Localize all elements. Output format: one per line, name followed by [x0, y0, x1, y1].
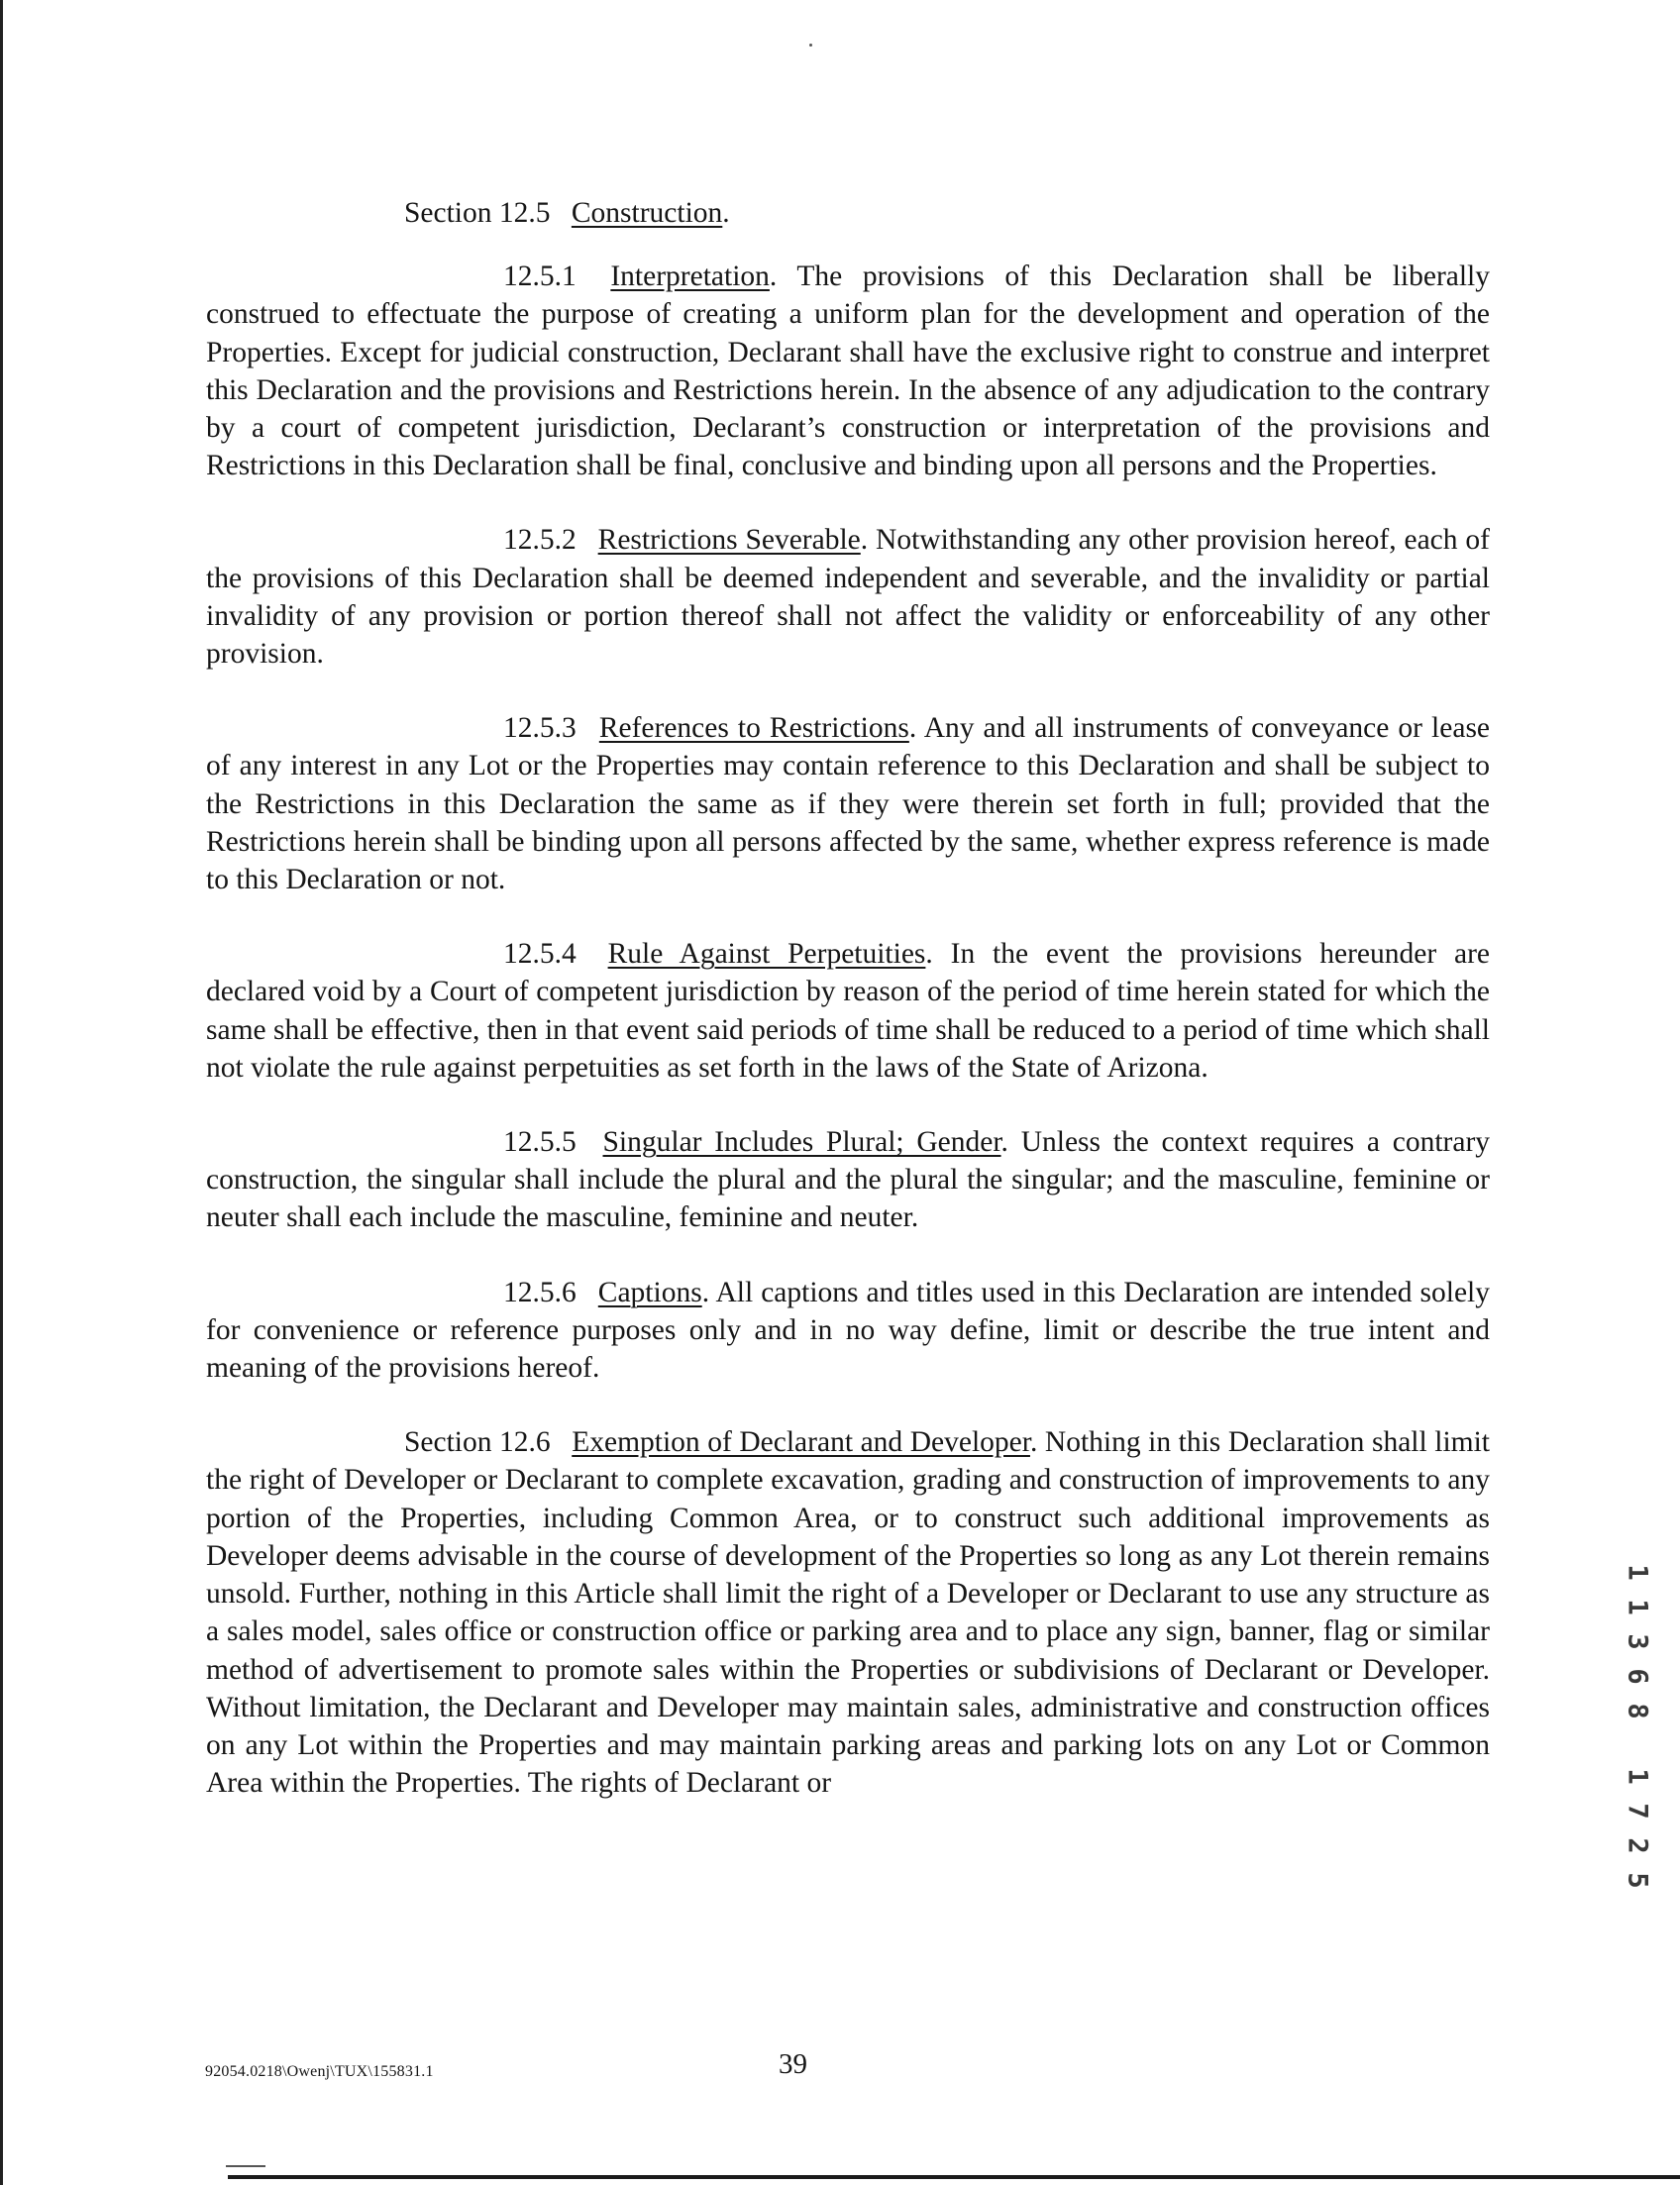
paragraph-number: 12.5.1 [503, 260, 577, 293]
section-12-6 [206, 1423, 1490, 1802]
title-punctuation: . [908, 712, 917, 745]
paragraph-number: 12.5.3 [503, 712, 577, 745]
paragraph-title: Captions [597, 1276, 702, 1308]
paragraph-title: Rule Against Perpetuities [607, 938, 926, 971]
stamp-digit: 1 [1622, 1768, 1653, 1785]
paragraph-number: 12.5.6 [503, 1276, 577, 1308]
section-body: Nothing in this Declaration shall limit the right of Developer or Declarant to complete excavation, grading and construction of improvements to any portion of the Properties, including Common Area, or to construct such additional improvements as Developer deems advisable in the course of development of the Properties so long as any Lot therein remains unsold. Further, nothing in this Article shall limit the right of a Developer or Declarant to use any structure as a sales model, sales office or construction office or parking area and to place any sign, banner, flag or similar method of advertisement to promote sales within the Properties or subdivisions of Declarant or Developer. Without limitation, the Declarant and Developer may maintain sales, administrative and construction offices on any Lot within the Properties and may maintain parking areas and parking lots on any Lot or Common Area within the Properties. The rights of Declarant or [206, 1426, 1490, 1800]
section-label: Section 12.6 [404, 1426, 551, 1459]
scan-edge-left [0, 0, 3, 2185]
scan-edge-bottom [228, 2175, 1680, 2179]
paragraph-body: Unless the context requires a contrary construction, the singular shall include the plural and the plural the singular; and the masculine, feminine or neuter shall each include the masculine, feminine and neuter. [206, 1126, 1491, 1234]
page-number: 39 [779, 2048, 807, 2080]
section-label: Section 12.5 [404, 197, 551, 229]
stamp-digit: 1 [1622, 1599, 1653, 1615]
section-12-5-heading [206, 194, 1490, 232]
paragraph-title: Restrictions Severable [597, 524, 861, 557]
paragraph-title: References to Restrictions [598, 712, 909, 745]
title-punctuation: . [860, 524, 869, 557]
title-punctuation: . [701, 1276, 710, 1308]
paragraph-12-5-1 [206, 258, 1490, 484]
stamp-digit: 5 [1622, 1872, 1653, 1889]
paragraph-number: 12.5.2 [503, 524, 577, 557]
stamp-digit: 3 [1622, 1633, 1653, 1650]
stamp-digit: 6 [1622, 1668, 1653, 1685]
paragraph-body: Notwithstanding any other provision hereof, each of the provisions of this Declaration shall be deemed independent and severable, and the invalidity or partial invalidity of any provision or portion thereof shall not affect the validity or enforceability of any other provision. [206, 524, 1490, 671]
recording-number-stamp-lower [1623, 1759, 1652, 1898]
paragraph-12-5-4 [206, 935, 1490, 1087]
scan-speck [809, 44, 812, 47]
stamp-digit: 7 [1622, 1803, 1653, 1820]
paragraph-12-5-2 [206, 521, 1490, 673]
section-title: Exemption of Declarant and Developer [572, 1426, 1030, 1459]
paragraph-body: Any and all instruments of conveyance or lease of any interest in any Lot or the Properties may contain reference to this Declaration and shall be subject to the Restrictions in this Declaration the same as if they were therein set forth in full; provided that the Restrictions herein shall be binding upon all persons affected by the same, whether express reference is made to this Declaration or not. [206, 712, 1491, 896]
title-punctuation: . [925, 938, 933, 971]
paragraph-title: Interpretation [610, 260, 770, 293]
paragraph-body: In the event the provisions hereunder are declared void by a Court of competent jurisdiction by reason of the period of time herein stated for which the same shall be effective, then in that event said periods of time shall be reduced to a period of time which shall not violate the rule against perpetuities as set forth in the laws of the State of Arizona. [206, 938, 1491, 1084]
recording-number-stamp-upper [1623, 1555, 1652, 1728]
document-body [206, 194, 1490, 1838]
title-punctuation: . [769, 260, 778, 293]
title-punctuation: . [1029, 1426, 1038, 1459]
stamp-digit: 8 [1622, 1703, 1653, 1719]
paragraph-12-5-3 [206, 709, 1490, 898]
paragraph-number: 12.5.4 [503, 938, 577, 971]
paragraph-number: 12.5.5 [503, 1126, 577, 1159]
footer-file-reference: 92054.0218\Owenj\TUX\155831.1 [205, 2063, 434, 2080]
title-punctuation: . [1000, 1126, 1008, 1159]
paragraph-title: Singular Includes Plural; Gender [602, 1126, 1001, 1159]
paragraph-body: All captions and titles used in this Declaration are intended solely for convenience or reference purposes only and in no way define, limit or describe the true intent and meaning of the provisions hereof. [206, 1276, 1490, 1385]
scan-edge-mark [226, 2165, 265, 2167]
paragraph-12-5-6 [206, 1274, 1490, 1388]
paragraph-12-5-5 [206, 1123, 1490, 1237]
title-punctuation: . [722, 197, 730, 229]
stamp-digit: 2 [1622, 1837, 1653, 1854]
section-title: Construction [571, 197, 723, 229]
paragraph-body: The provisions of this Declaration shall be liberally construed to effectuate the purpose of creating a uniform plan for the development and operation of the Properties. Except for judicial construction, Declarant shall have the exclusive right to construe and interpret this Declaration and the provisions and Restrictions herein. In the absence of any adjudication to the contrary by a court of competent jurisdiction, Declarant’s construction or interpretation of the provisions and Restrictions in this Declaration shall be final, conclusive and binding upon all persons and the Properties. [206, 260, 1491, 482]
stamp-digit: 1 [1622, 1564, 1653, 1581]
